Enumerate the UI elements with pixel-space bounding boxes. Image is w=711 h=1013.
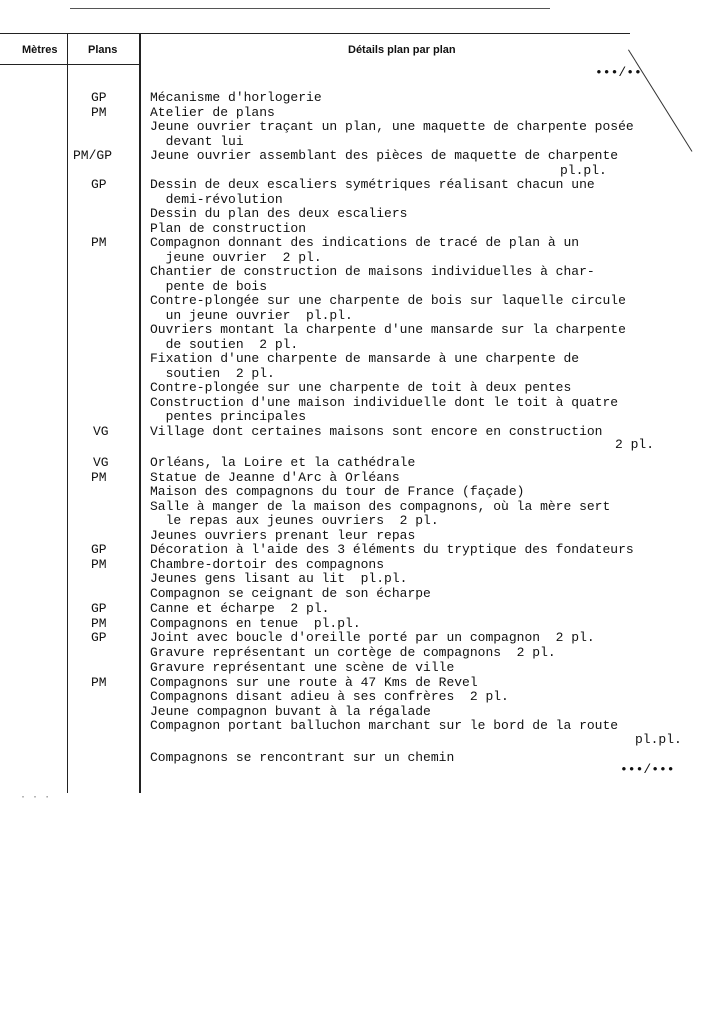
scan-specks: · · · — [20, 792, 51, 803]
shot-description: pentes principales — [150, 409, 307, 424]
shot-description: Décoration à l'aide des 3 éléments du tryptique des fondateurs — [150, 542, 634, 557]
plan-code: PM — [91, 616, 107, 631]
shot-description: Compagnon portant balluchon marchant sur le bord de la route — [150, 718, 619, 733]
shot-description: Jeune ouvrier traçant un plan, une maquette de charpente posée — [150, 119, 634, 134]
shot-description: Construction d'une maison individuelle dont le toit à quatre — [150, 395, 619, 410]
shot-description: de soutien 2 pl. — [150, 337, 299, 352]
top-rule — [70, 8, 550, 9]
shot-description: Canne et écharpe 2 pl. — [150, 601, 330, 616]
shot-description: Jeunes ouvriers prenant leur repas — [150, 528, 416, 543]
shot-description: 2 pl. — [615, 437, 655, 452]
shot-description: Jeune ouvrier assemblant des pièces de maquette de charpente — [150, 148, 619, 163]
shot-description: Compagnons en tenue pl.pl. — [150, 616, 361, 631]
header-top-rule — [0, 33, 630, 34]
shot-description: pl.pl. — [560, 163, 607, 178]
header-metres: Mètres — [22, 44, 58, 56]
shot-description: pente de bois — [150, 279, 268, 294]
shot-description: Compagnon donnant des indications de tracé de plan à un — [150, 235, 580, 250]
shot-description: Ouvriers montant la charpente d'une mansarde sur la charpente — [150, 322, 626, 337]
shot-description: Atelier de plans — [150, 105, 275, 120]
plan-code: PM — [91, 470, 107, 485]
shot-description: le repas aux jeunes ouvriers 2 pl. — [150, 513, 439, 528]
metres-plans-divider — [67, 33, 68, 793]
shot-description: Contre-plongée sur une charpente de toit à deux pentes — [150, 380, 572, 395]
shot-description: soutien 2 pl. — [150, 366, 275, 381]
plan-code: GP — [91, 542, 107, 557]
shot-description: Compagnon se ceignant de son écharpe — [150, 586, 431, 601]
shot-description: Village dont certaines maisons sont encore en construction — [150, 424, 603, 439]
plan-code: PM — [91, 105, 107, 120]
shot-description: pl.pl. — [635, 732, 682, 747]
shot-description: Joint avec boucle d'oreille porté par un compagnon 2 pl. — [150, 630, 595, 645]
plan-code: VG — [93, 424, 109, 439]
shot-description: Gravure représentant une scène de ville — [150, 660, 455, 675]
header-plans: Plans — [88, 44, 118, 56]
shot-description: Chantier de construction de maisons individuelles à char- — [150, 264, 595, 279]
shot-description: Statue de Jeanne d'Arc à Orléans — [150, 470, 400, 485]
plans-details-divider — [139, 33, 141, 793]
shot-description: Dessin du plan des deux escaliers — [150, 206, 408, 221]
shot-description: Maison des compagnons du tour de France (façade) — [150, 484, 525, 499]
header-bottom-rule — [0, 64, 140, 65]
shot-description: Dessin de deux escaliers symétriques réalisant chacun une — [150, 177, 595, 192]
shot-description: Plan de construction — [150, 221, 307, 236]
plan-code: VG — [93, 455, 109, 470]
plan-code: GP — [91, 601, 107, 616]
shot-description: Salle à manger de la maison des compagnons, où la mère sert — [150, 499, 611, 514]
plan-code: GP — [91, 630, 107, 645]
shot-description: Mécanisme d'horlogerie — [150, 90, 322, 105]
shot-description: demi-révolution — [150, 192, 283, 207]
shot-description: Compagnons se rencontrant sur un chemin — [150, 750, 455, 765]
plan-code: PM/GP — [73, 148, 113, 163]
plan-code: PM — [91, 675, 107, 690]
plan-code: PM — [91, 557, 107, 572]
continuation-bottom: •••/••• — [620, 762, 675, 777]
shot-description: Chambre-dortoir des compagnons — [150, 557, 385, 572]
shot-description: Jeune compagnon buvant à la régalade — [150, 704, 431, 719]
shot-description: Jeunes gens lisant au lit pl.pl. — [150, 571, 408, 586]
shot-description: Contre-plongée sur une charpente de bois sur laquelle circule — [150, 293, 626, 308]
shot-description: Compagnons disant adieu à ses confrères 2 pl. — [150, 689, 509, 704]
header-details: Détails plan par plan — [348, 44, 456, 56]
plan-code: GP — [91, 177, 107, 192]
shot-description: devant lui — [150, 134, 244, 149]
shot-description: Gravure représentant un cortège de compagnons 2 pl. — [150, 645, 556, 660]
shot-description: Fixation d'une charpente de mansarde à une charpente de — [150, 351, 580, 366]
shot-description: jeune ouvrier 2 pl. — [150, 250, 322, 265]
plan-code: PM — [91, 235, 107, 250]
shot-description: Compagnons sur une route à 47 Kms de Revel — [150, 675, 478, 690]
continuation-top: •••/•• — [595, 65, 642, 80]
shot-description: Orléans, la Loire et la cathédrale — [150, 455, 416, 470]
plan-code: GP — [91, 90, 107, 105]
shot-description: un jeune ouvrier pl.pl. — [150, 308, 353, 323]
